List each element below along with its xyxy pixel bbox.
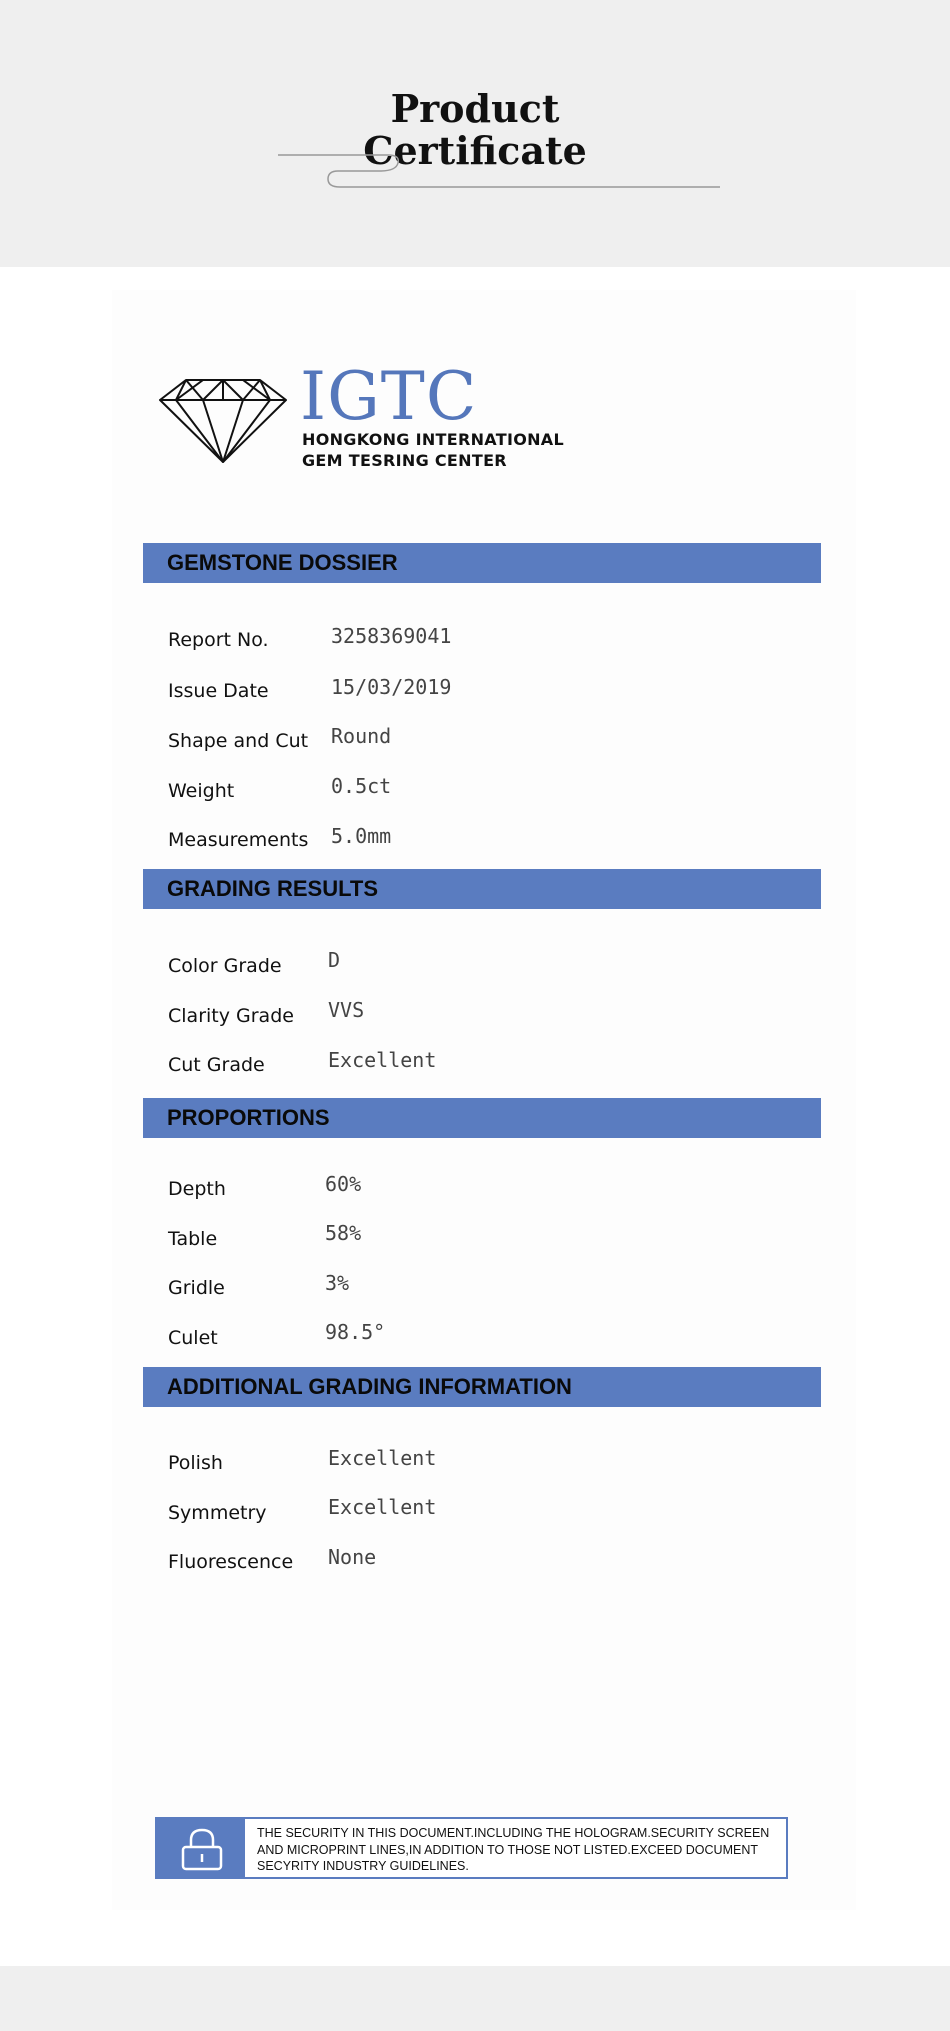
diamond-icon (158, 376, 288, 466)
field-label-issue-date: Issue Date (168, 680, 269, 702)
field-value-depth: 60% (325, 1172, 362, 1196)
footer-band (0, 1966, 950, 2031)
field-label-symmetry: Symmetry (168, 1502, 267, 1524)
security-text-line3: SECYRITY INDUSTRY GUIDELINES. (257, 1859, 469, 1873)
field-label-culet: Culet (168, 1327, 218, 1349)
field-label-cut-grade: Cut Grade (168, 1054, 265, 1076)
field-value-polish: Excellent (328, 1446, 437, 1470)
field-value-symmetry: Excellent (328, 1495, 437, 1519)
field-value-measurements: 5.0mm (331, 824, 392, 848)
section-title: GEMSTONE DOSSIER (167, 550, 398, 575)
section-header-gemstone-dossier (143, 543, 821, 583)
field-value-color-grade: D (328, 948, 341, 972)
field-label-table: Table (168, 1228, 218, 1250)
field-value-report-no: 3258369041 (331, 624, 452, 648)
section-title: PROPORTIONS (167, 1105, 330, 1130)
field-value-table: 58% (325, 1221, 362, 1245)
field-label-report-no: Report No. (168, 629, 269, 651)
section-header-proportions (143, 1098, 821, 1138)
lock-panel (157, 1819, 245, 1877)
security-text-line1: THE SECURITY IN THIS DOCUMENT.INCLUDING THE HOLOGRAM.SECURITY SCREEN (257, 1826, 770, 1840)
field-value-weight: 0.5ct (331, 774, 392, 798)
field-label-color-grade: Color Grade (168, 955, 282, 977)
field-label-fluorescence: Fluorescence (168, 1551, 294, 1573)
field-value-issue-date: 15/03/2019 (331, 675, 452, 699)
section-title: GRADING RESULTS (167, 876, 379, 901)
section-title: ADDITIONAL GRADING INFORMATION (167, 1374, 572, 1399)
lock-icon (179, 1827, 225, 1871)
page-title-line2: Certificate (363, 128, 587, 173)
field-value-fluorescence: None (328, 1545, 377, 1569)
field-value-cut-grade: Excellent (328, 1048, 437, 1072)
field-label-polish: Polish (168, 1452, 223, 1474)
field-value-gridle: 3% (325, 1271, 350, 1295)
field-value-clarity-grade: VVS (328, 998, 365, 1022)
field-label-gridle: Gridle (168, 1277, 225, 1299)
security-notice (155, 1817, 788, 1879)
field-label-clarity-grade: Clarity Grade (168, 1005, 294, 1027)
page-title-line1: Product (390, 86, 560, 131)
field-label-shape-cut: Shape and Cut (168, 730, 309, 752)
field-value-culet: 98.5° (325, 1320, 386, 1344)
field-label-measurements: Measurements (168, 829, 309, 851)
security-text-line2: AND MICROPRINT LINES,IN ADDITION TO THOSE NOT LISTED.EXCEED DOCUMENT (257, 1842, 759, 1857)
logo-subtitle-line1: HONGKONG INTERNATIONAL (302, 430, 564, 449)
section-header-additional-grading (143, 1367, 821, 1407)
section-header-grading-results (143, 869, 821, 909)
security-text (257, 1825, 777, 1875)
logo-name: IGTC (300, 358, 478, 435)
logo-subtitle-line2: GEM TESRING CENTER (302, 451, 507, 470)
field-value-shape-cut: Round (331, 724, 392, 748)
field-label-weight: Weight (168, 780, 235, 802)
field-label-depth: Depth (168, 1178, 226, 1200)
title-swirl-ornament (270, 145, 730, 195)
